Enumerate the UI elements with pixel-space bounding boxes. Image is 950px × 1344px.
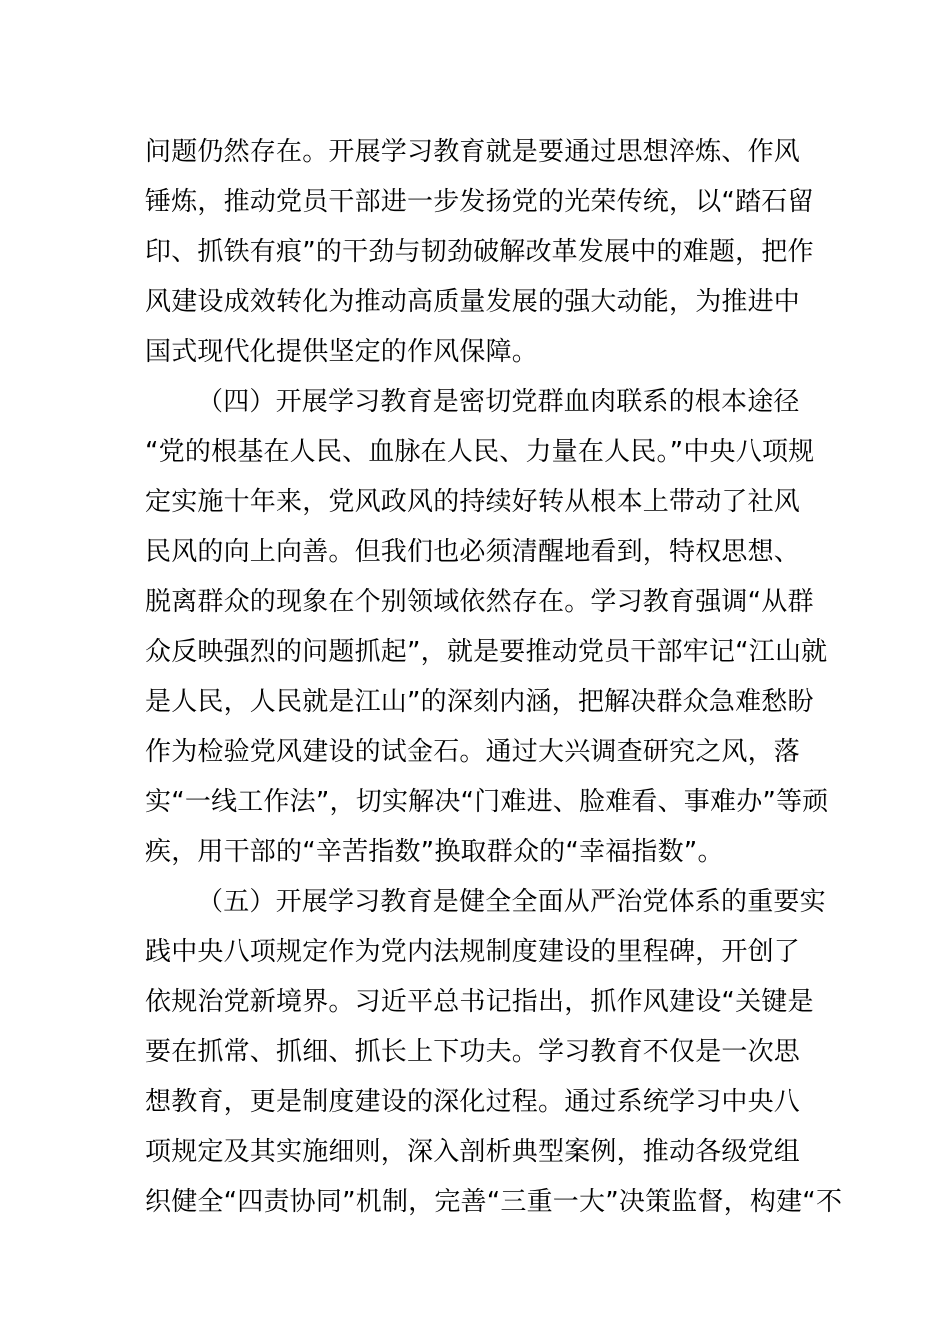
text-line: 项规定及其实施细则，深入剖析典型案例，推动各级党组 [145,1137,801,1167]
text-line: 作为检验党风建设的试金石。通过大兴调查研究之风，落 [145,737,801,767]
text-line: 依规治党新境界。习近平总书记指出，抓作风建设“关键是 [145,987,814,1017]
text-line: 问题仍然存在。开展学习教育就是要通过思想淬炼、作风 [145,137,801,167]
section-heading-line: （四）开展学习教育是密切党群血肉联系的根本途径 [197,387,800,417]
text-line: 脱离群众的现象在个别领域依然存在。学习教育强调“从群 [145,587,814,617]
text-line: 想教育，更是制度建设的深化过程。通过系统学习中央八 [145,1087,801,1117]
section-heading-line: （五）开展学习教育是健全全面从严治党体系的重要实 [197,887,826,917]
text-line: 践中央八项规定作为党内法规制度建设的里程碑，开创了 [145,937,801,967]
text-line: 众反映强烈的问题抓起”，就是要推动党员干部牢记“江山就 [145,637,828,667]
text-line: 国式现代化提供坚定的作风保障。 [145,337,539,367]
text-line: 锤炼，推动党员干部进一步发扬党的光荣传统，以“踏石留 [145,187,814,217]
text-line: 印、抓铁有痕”的干劲与韧劲破解改革发展中的难题，把作 [145,237,814,267]
text-line: 疾，用干部的“辛苦指数”换取群众的“幸福指数”。 [145,837,724,867]
text-line: 织健全“四责协同”机制，完善“三重一大”决策监督，构建“不 [145,1187,843,1217]
text-line: 是人民，人民就是江山”的深刻内涵，把解决群众急难愁盼 [145,687,814,717]
body-text [145,127,843,1227]
text-line: 民风的向上向善。但我们也必须清醒地看到，特权思想、 [145,537,801,567]
text-line: 要在抓常、抓细、抓长上下功夫。学习教育不仅是一次思 [145,1037,801,1067]
text-line: 风建设成效转化为推动高质量发展的强大动能，为推进中 [145,287,801,317]
text-line: 定实施十年来，党风政风的持续好转从根本上带动了社风 [145,487,801,517]
text-line: “党的根基在人民、血脉在人民、力量在人民。”中央八项规 [145,437,815,467]
text-line: 实“一线工作法”，切实解决“门难进、脸难看、事难办”等顽 [145,787,829,817]
